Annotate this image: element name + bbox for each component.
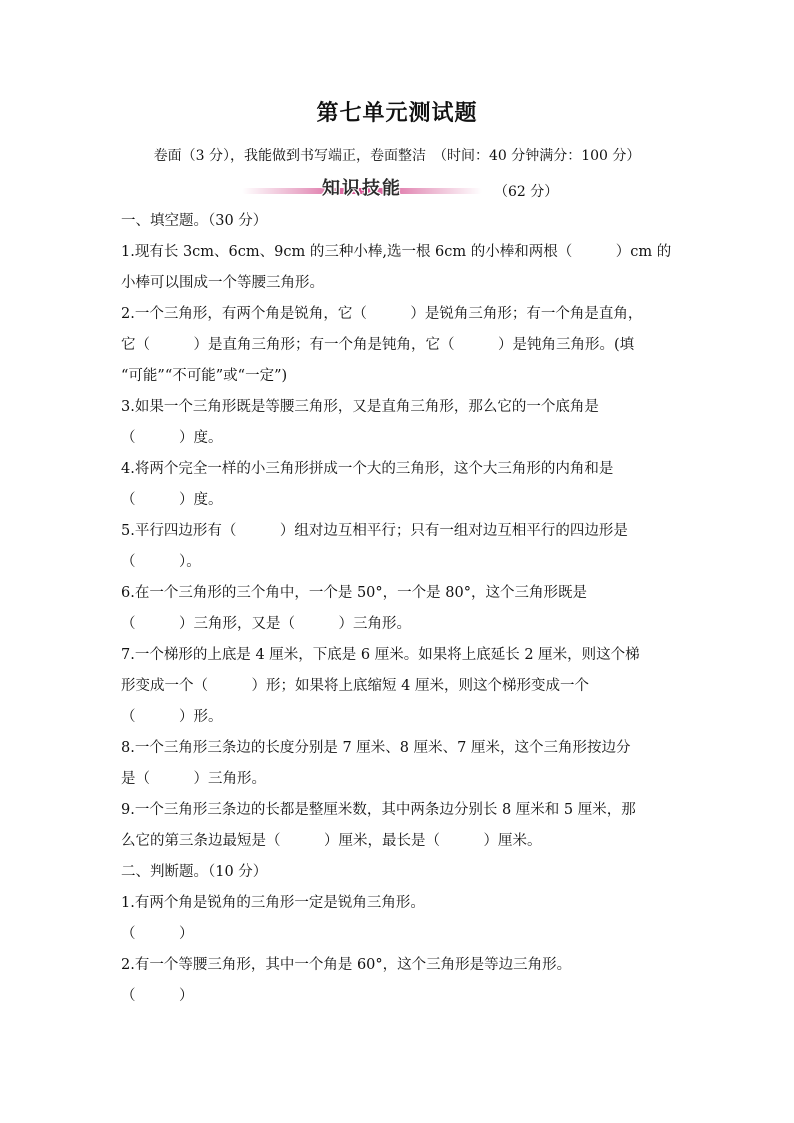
banner-title: 知识技能 (322, 178, 402, 199)
question-line: 3.如果一个三角形既是等腰三角形，又是直角三角形，那么它的一个底角是 (121, 399, 599, 415)
answer-blank: （ ） (121, 926, 194, 942)
section-heading-fill: 一、填空题。（30 分） (121, 213, 268, 229)
page-title: 第七单元测试题 (316, 100, 478, 126)
question-line: 是（ ）三角形。 (121, 771, 266, 787)
question-line: 么它的第三条边最短是（ ）厘米，最长是（ ）厘米。 (121, 833, 542, 849)
question-line: 形变成一个（ ）形；如果将上底缩短 4 厘米，则这个梯形变成一个 (121, 678, 589, 694)
question-line: （ ）形。 (121, 709, 223, 725)
question-list (121, 206, 677, 1012)
exam-subtitle: 卷面（3 分），我能做到书写端正，卷面整洁 （时间：40 分钟满分：100 分） (153, 148, 641, 164)
question-line: 8.一个三角形三条边的长度分别是 7 厘米、8 厘米、7 厘米，这个三角形按边分 (121, 740, 631, 756)
question-line: 2.有一个等腰三角形，其中一个角是 60°，这个三角形是等边三角形。 (121, 957, 572, 973)
question-line: 5.平行四边形有（ ）组对边互相平行；只有一组对边互相平行的四边形是 (121, 523, 628, 539)
question-line: “可能”“不可能”或“一定”) (121, 368, 288, 384)
question-line: 6.在一个三角形的三个角中，一个是 50°，一个是 80°，这个三角形既是 (121, 585, 587, 601)
question-line: 1.有两个角是锐角的三角形一定是锐角三角形。 (121, 895, 425, 911)
question-line: （ ）度。 (121, 430, 223, 446)
question-line: （ ）三角形，又是（ ）三角形。 (121, 616, 411, 632)
answer-blank: （ ） (121, 988, 194, 1004)
question-line: 4.将两个完全一样的小三角形拼成一个大的三角形，这个大三角形的内角和是 (121, 461, 614, 477)
question-line: 小棒可以围成一个等腰三角形。 (121, 275, 324, 291)
question-line: 9.一个三角形三条边的长都是整厘米数，其中两条边分别长 8 厘米和 5 厘米，那 (121, 802, 636, 818)
question-line: 2.一个三角形，有两个角是锐角，它（ ）是锐角三角形；有一个角是直角， (121, 306, 643, 322)
section-banner (242, 174, 482, 200)
question-line: （ ）度。 (121, 492, 223, 508)
section-heading-judge: 二、判断题。（10 分） (121, 864, 268, 880)
question-line: 1.现有长 3cm、6cm、9cm 的三种小棒,选一根 6cm 的小棒和两根（ ）cm 的 (121, 244, 672, 260)
question-line: 7.一个梯形的上底是 4 厘米，下底是 6 厘米。如果将上底延长 2 厘米，则这个梯 (121, 647, 640, 663)
banner-score: （62 分） (494, 184, 559, 200)
question-line: （ ）。 (121, 554, 201, 570)
question-line: 它（ ）是直角三角形；有一个角是钝角，它（ ）是钝角三角形。(填 (121, 337, 635, 353)
